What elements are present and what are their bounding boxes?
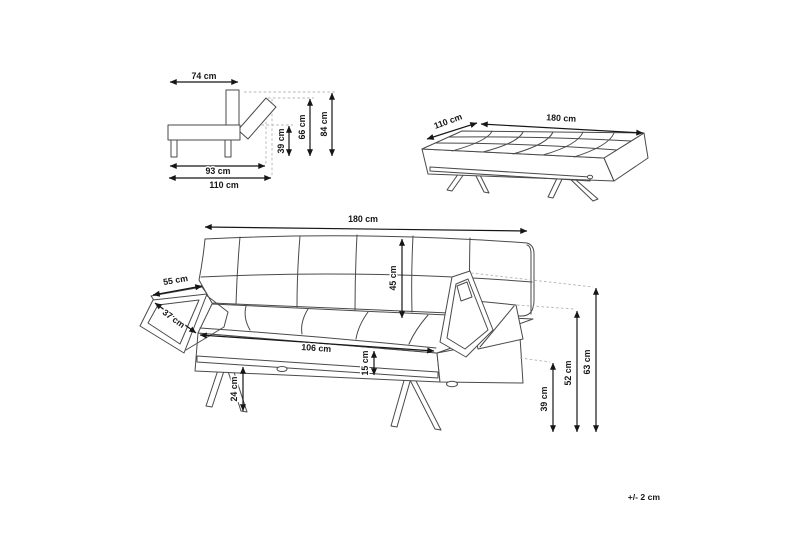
sofa-leg (409, 378, 441, 430)
dim-label: 15 cm (360, 350, 370, 376)
sofa-foot (447, 381, 458, 387)
dim-label: 180 cm (348, 214, 378, 224)
dim-main-total-width (205, 214, 527, 231)
dim-label: 106 cm (300, 341, 332, 355)
dim-bed-width (481, 112, 643, 133)
side-leg-front (171, 140, 177, 157)
side-backrest-upright (226, 90, 239, 126)
dim-side-total-depth (169, 178, 271, 190)
dim-label: 24 cm (229, 376, 239, 402)
dim-label: 52 cm (563, 360, 573, 386)
dim-label: 74 cm (191, 71, 217, 81)
dim-side-top-width (170, 71, 238, 82)
guide-line (520, 358, 550, 362)
dim-label: 180 cm (545, 112, 577, 124)
dim-side-seat-height (276, 126, 289, 156)
tolerance-note: +/- 2 cm (627, 492, 660, 502)
sofa-foot (277, 367, 287, 372)
dim-label: 55 cm (162, 272, 189, 288)
dim-side-back-height (297, 99, 310, 156)
sofa-leg (391, 377, 411, 427)
dim-label: 110 cm (432, 111, 464, 131)
side-seat (168, 125, 240, 140)
main-view (140, 214, 596, 432)
dim-main-arm-top-height (582, 288, 596, 432)
bed-foot (587, 175, 592, 179)
dim-label: 84 cm (319, 111, 329, 137)
dim-label: 45 cm (388, 265, 398, 291)
dim-label: 39 cm (276, 128, 286, 154)
dim-label: 93 cm (205, 166, 231, 176)
dim-label: 110 cm (209, 180, 239, 190)
side-view (168, 71, 336, 190)
bed-view (422, 111, 648, 201)
dim-label: 37 cm (160, 307, 187, 330)
dim-main-base-height (539, 363, 553, 432)
dim-line (205, 227, 527, 231)
dim-label: 39 cm (539, 386, 549, 412)
dim-label: 66 cm (297, 114, 307, 140)
dim-label: 63 cm (582, 349, 592, 375)
dim-side-seat-depth (170, 166, 265, 176)
dim-side-total-height (319, 93, 332, 156)
dim-main-mid-height (563, 311, 577, 432)
side-leg-back (225, 140, 231, 157)
side-backrest-reclined (238, 98, 276, 139)
